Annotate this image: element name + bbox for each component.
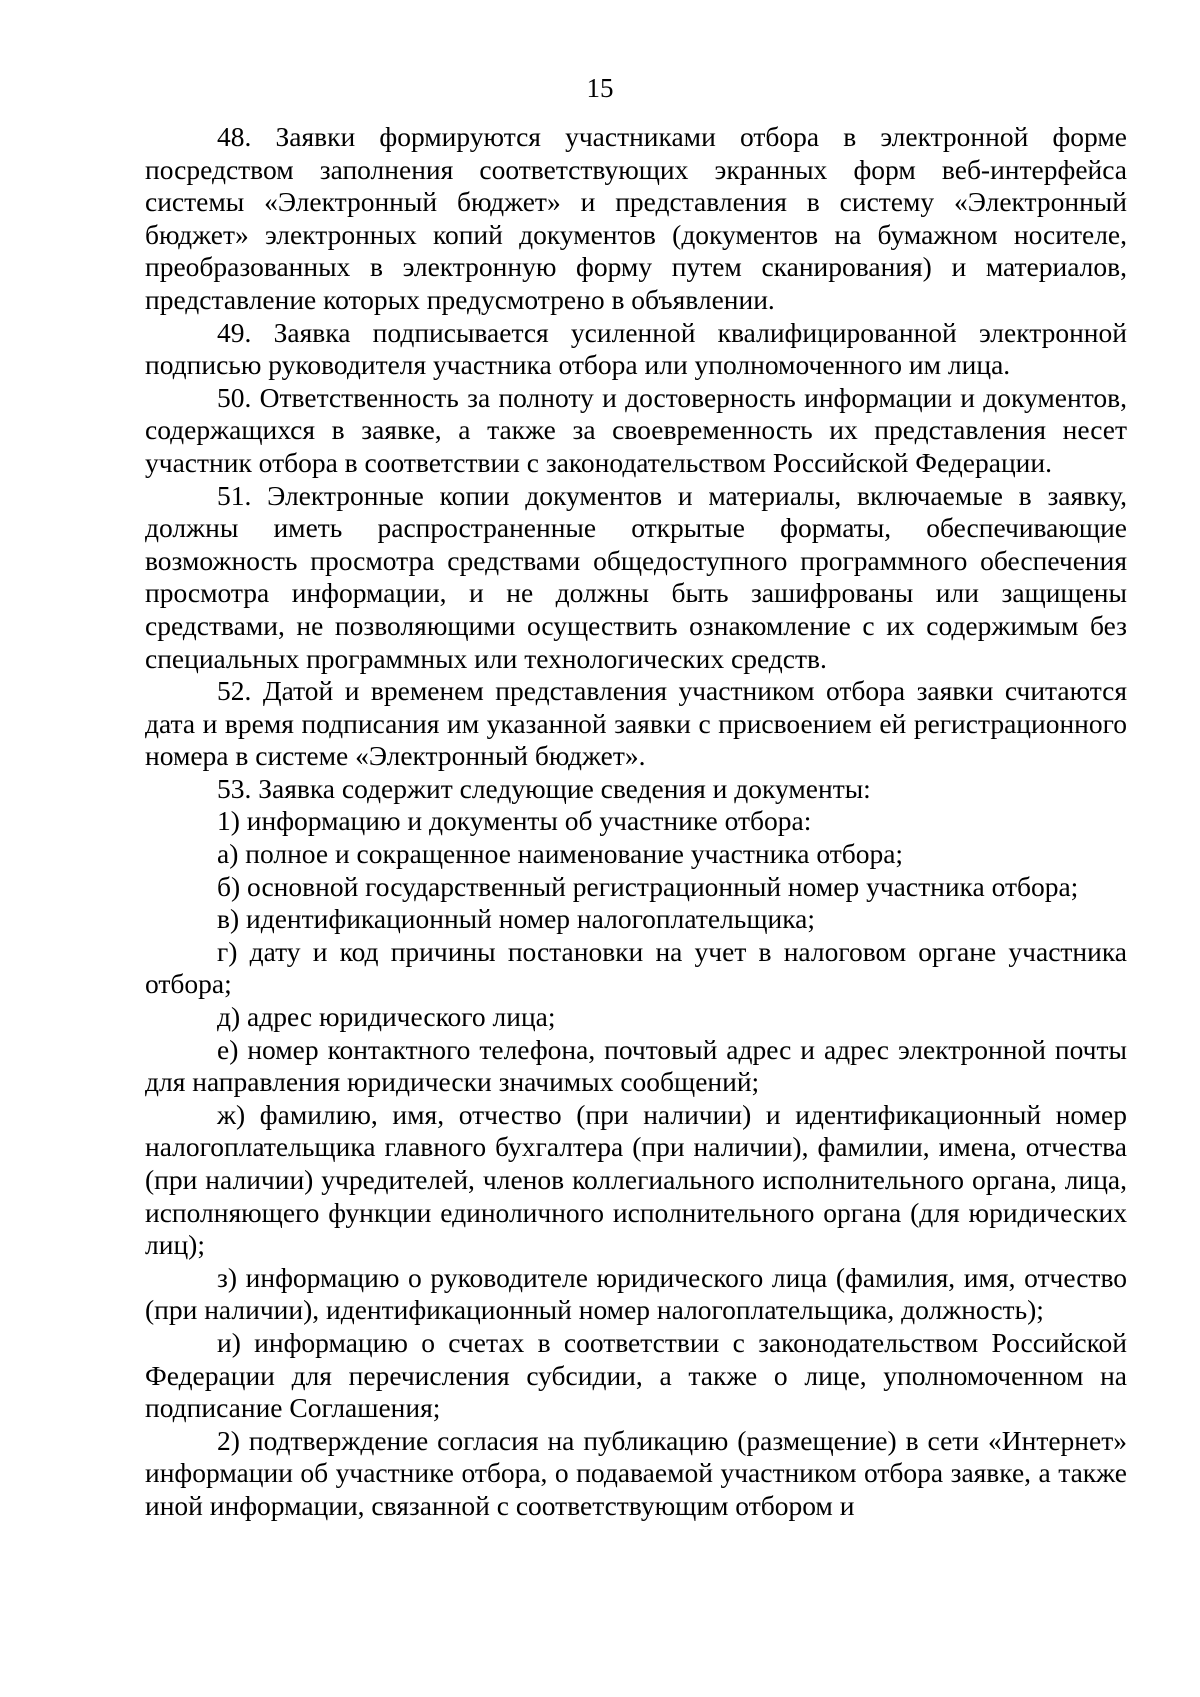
- paragraph-52: 52. Датой и временем представления участником отбора заявки считаются дата и время подписания им указанной заявки с присвоением ей регистрационного номера в системе «Электронный бюджет».: [145, 675, 1127, 772]
- list-item-1g: г) дату и код причины постановки на учет в налоговом органе участника отбора;: [145, 935, 1127, 1000]
- paragraph-51: 51. Электронные копии документов и материалы, включаемые в заявку, должны иметь распространенные открытые форматы, обеспечивающие возможность просмотра средствами общедоступного программного обеспечения просмотра информации, и не должны быть зашифрованы или защищены средствами, не позволяющими осуществить ознакомление с их содержимым без специальных программных или технологических средств.: [145, 479, 1127, 674]
- list-item-1: 1) информацию и документы об участнике отбора:: [217, 805, 812, 837]
- list-item-1z: з) информацию о руководителе юридического лица (фамилия, имя, отчество (при наличии), идентификационный номер налогоплательщика, должность);: [145, 1261, 1127, 1326]
- list-item-1i: и) информацию о счетах в соответствии с законодательством Российской Федерации для перечисления субсидии, а также о лице, уполномоченном на подписание Соглашения;: [145, 1326, 1127, 1424]
- paragraph-49: 49. Заявка подписывается усиленной квалифицированной электронной подписью руководителя участника отбора или уполномоченного им лица.: [145, 316, 1127, 381]
- list-item-1a: а) полное и сокращенное наименование участника отбора;: [217, 838, 904, 870]
- list-item-1e: е) номер контактного телефона, почтовый адрес и адрес электронной почты для направления юридически значимых сообщений;: [145, 1033, 1127, 1098]
- list-item-1d: д) адрес юридического лица;: [217, 1001, 556, 1033]
- list-item-1v: в) идентификационный номер налогоплательщика;: [217, 903, 816, 935]
- paragraph-53: 53. Заявка содержит следующие сведения и документы:: [217, 772, 871, 804]
- page-number: 15: [586, 73, 614, 103]
- document-body: [145, 121, 1127, 1523]
- list-item-1b: б) основной государственный регистрационный номер участника отбора;: [217, 870, 1079, 902]
- paragraph-48: 48. Заявки формируются участниками отбора в электронной форме посредством заполнения соответствующих экранных форм веб-интерфейса системы «Электронный бюджет» и представления в систему «Электронный бюджет» электронных копий документов (документов на бумажном носителе, преобразованных в электронную форму путем сканирования) и материалов, представление которых предусмотрено в объявлении.: [145, 121, 1127, 315]
- paragraph-50: 50. Ответственность за полноту и достоверность информации и документов, содержащихся в заявке, а также за своевременность их представления несет участник отбора в соответствии с законодательством Российской Федерации.: [145, 381, 1127, 478]
- list-item-2: 2) подтверждение согласия на публикацию (размещение) в сети «Интернет» информации об участнике отбора, о подаваемой участником отбора заявке, а также иной информации, связанной с соответствующим отбором и: [145, 1424, 1127, 1521]
- list-item-1zh: ж) фамилию, имя, отчество (при наличии) и идентификационный номер налогоплательщика главного бухгалтера (при наличии), фамилии, имена, отчества (при наличии) учредителей, членов коллегиального исполнительного органа, лица, исполняющего функции единоличного исполнительного органа (для юридических лиц);: [145, 1098, 1127, 1261]
